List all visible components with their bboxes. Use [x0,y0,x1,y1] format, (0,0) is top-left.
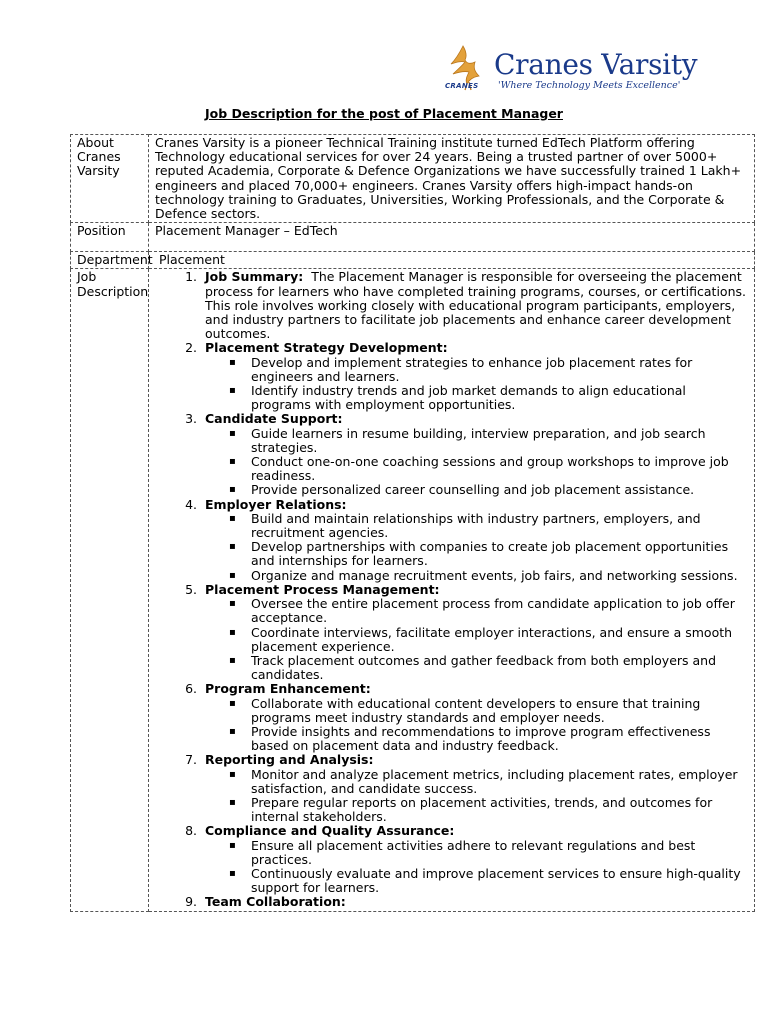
job-description-content [149,269,755,911]
section-item [201,895,749,909]
position-label: Position [71,223,149,252]
department-label: Department [71,252,149,269]
section-bullets [205,356,749,413]
section-heading: Team Collaboration: [205,894,346,910]
job-summary-item [201,270,749,341]
section-bullets [205,427,749,498]
section-heading: Program Enhancement: [205,681,371,697]
bullet-item: ▪ Develop partnerships with companies to create job placement opportunities and internships for learners. [251,540,749,568]
job-description-table [70,134,755,912]
bullet-item: ▪ Guide learners in resume building, interview preparation, and job search strategies. [251,427,749,455]
document-title: Job Description for the post of Placement Manager [205,106,563,121]
brand-name: Cranes Varsity [494,48,698,81]
department-value: Placement [149,252,755,269]
department-row [71,252,755,269]
bullet-item: ▪ Provide insights and recommendations to improve program effectiveness based on placement data and industry feedback. [251,725,749,753]
section-bullets [205,512,749,583]
section-item [201,753,749,824]
bullet-item: ▪ Oversee the entire placement process from candidate application to job offer acceptance. [251,597,749,625]
section-heading: Employer Relations: [205,496,347,512]
bullet-item: ▪ Build and maintain relationships with industry partners, employers, and recruitment agencies. [251,512,749,540]
job-description-list [155,270,749,909]
bullet-item: ▪ Organize and manage recruitment events, job fairs, and networking sessions. [251,569,749,583]
logo-small-text: CRANES [445,82,479,90]
bullet-item: ▪ Coordinate interviews, facilitate employer interactions, and ensure a smooth placement experience. [251,626,749,654]
cranes-varsity-logo [445,44,705,94]
job-description-label: Job Description [71,269,149,911]
job-description-row [71,269,755,911]
section-heading: Candidate Support: [205,411,343,427]
section-item [201,412,749,497]
about-text: Cranes Varsity is a pioneer Technical Training institute turned EdTech Platform offering Technology educational services for over 24 years. Being a trusted partner of over 5000+ reputed Academia, Corporate & Defence Organizations we have successfully trained 1 Lakh+ engineers and placed 70,000+ engineers. Cranes Varsity offers high-impact hands-on technology training to Graduates, Universities, Working Professionals, and the Corporate & Defence sectors. [149,135,755,223]
position-row [71,223,755,252]
section-item [201,498,749,583]
section-bullets [205,697,749,754]
section-item [201,824,749,895]
section-bullets [205,839,749,896]
section-item [201,682,749,753]
section-heading: Placement Strategy Development: [205,340,448,356]
section-heading: Placement Process Management: [205,581,440,597]
section-heading: Compliance and Quality Assurance: [205,823,455,839]
bullet-item: ▪ Develop and implement strategies to enhance job placement rates for engineers and learners. [251,356,749,384]
bullet-item: ▪ Continuously evaluate and improve placement services to ensure high-quality support for learners. [251,867,749,895]
bullet-item: ▪ Identify industry trends and job market demands to align educational programs with employment opportunities. [251,384,749,412]
about-label: About Cranes Varsity [71,135,149,223]
section-bullets [205,768,749,825]
job-summary-text: The Placement Manager is responsible for overseeing the placement process for learners who have completed training programs, courses, or certifications. This role involves working closely with educational program participants, employers, and industry partners to facilitate job placements and enhance career development outcomes. [205,269,746,342]
bullet-item: ▪ Provide personalized career counselling and job placement assistance. [251,483,749,497]
bullet-item: ▪ Conduct one-on-one coaching sessions and group workshops to improve job readiness. [251,455,749,483]
bullet-item: ▪ Track placement outcomes and gather feedback from both employers and candidates. [251,654,749,682]
section-item [201,341,749,412]
section-bullets [205,597,749,682]
section-item [201,583,749,682]
brand-tagline: 'Where Technology Meets Excellence' [498,80,681,91]
bullet-item: ▪ Prepare regular reports on placement activities, trends, and outcomes for internal stakeholders. [251,796,749,824]
bullet-item: ▪ Collaborate with educational content developers to ensure that training programs meet industry standards and employer needs. [251,697,749,725]
position-value: Placement Manager – EdTech [149,223,755,252]
about-row [71,135,755,223]
bullet-item: ▪ Monitor and analyze placement metrics, including placement rates, employer satisfaction, and candidate success. [251,768,749,796]
job-summary-heading: Job Summary: [205,269,304,285]
section-heading: Reporting and Analysis: [205,752,374,768]
bullet-item: ▪ Ensure all placement activities adhere to relevant regulations and best practices. [251,839,749,867]
